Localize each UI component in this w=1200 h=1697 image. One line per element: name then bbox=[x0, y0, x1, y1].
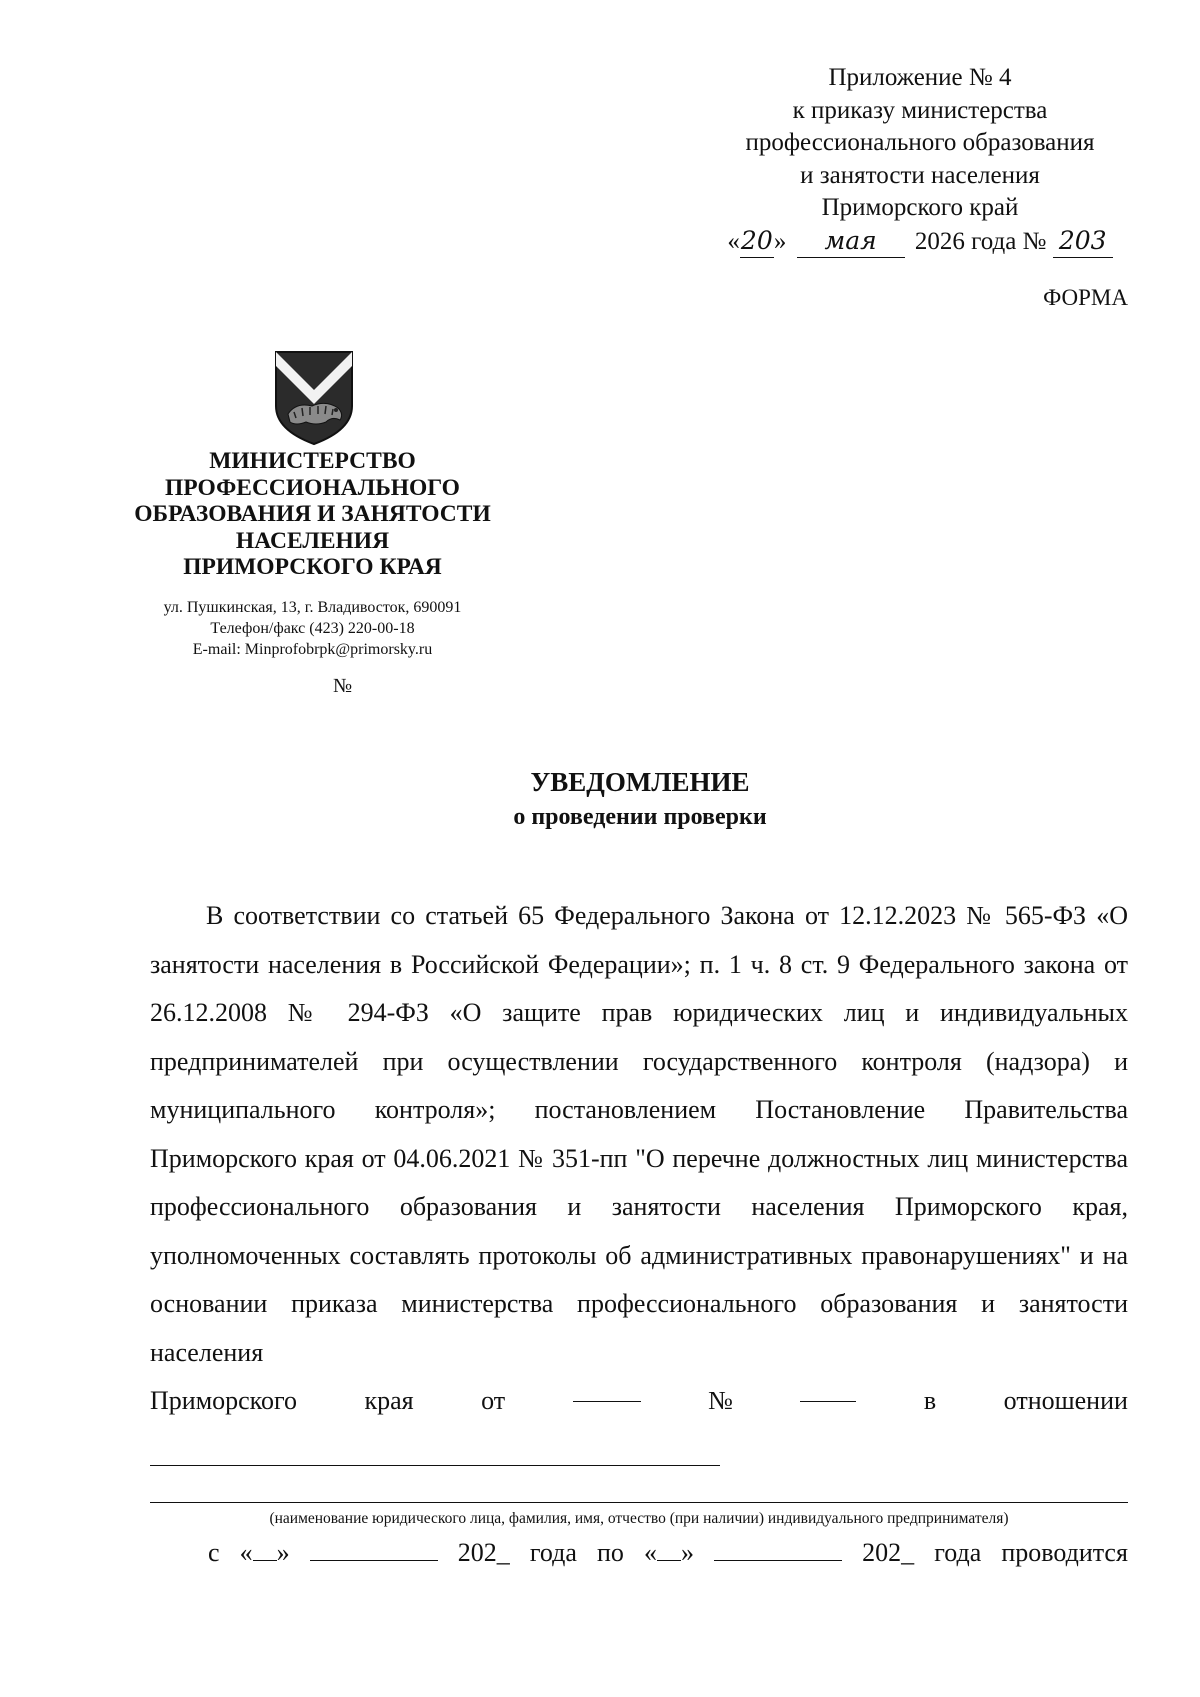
start-day-blank bbox=[253, 1560, 277, 1561]
ministry-contacts bbox=[110, 597, 515, 660]
body-last-line bbox=[150, 1377, 1128, 1426]
handwritten-month: мая bbox=[797, 225, 905, 259]
last-word-2: края bbox=[364, 1386, 414, 1415]
last-word-6: отношении bbox=[1003, 1386, 1128, 1415]
appendix-line-5: Приморского край bbox=[821, 194, 1019, 221]
appendix-block bbox=[700, 62, 1140, 258]
period-to: по bbox=[596, 1538, 624, 1567]
document-title: УВЕДОМЛЕНИЕ bbox=[530, 767, 750, 797]
document-subtitle: о проведении проверки bbox=[513, 804, 767, 830]
ministry-name bbox=[110, 448, 515, 581]
ministry-line-3: ОБРАЗОВАНИЯ И ЗАНЯТОСТИ bbox=[134, 501, 491, 527]
entity-name-caption: (наименование юридического лица, фамилия, имя, отчество (при наличии) индивидуального предпринимателя) bbox=[269, 1510, 1009, 1527]
quote-open: « bbox=[239, 1538, 253, 1567]
order-number-blank bbox=[800, 1377, 856, 1402]
end-year: 202_ bbox=[862, 1538, 915, 1567]
period-start-day bbox=[240, 1538, 290, 1568]
year-word-1: года bbox=[529, 1538, 577, 1567]
ministry-line-4: НАСЕЛЕНИЯ bbox=[235, 527, 390, 554]
order-date-blank bbox=[573, 1377, 641, 1402]
quote-open: « bbox=[643, 1538, 657, 1567]
appendix-line-2: к приказу министерства bbox=[792, 96, 1048, 124]
entity-name-line-1 bbox=[150, 1465, 720, 1466]
last-word-4: № bbox=[708, 1386, 733, 1415]
inspection-period-row bbox=[208, 1538, 1128, 1568]
forma-label: ФОРМА bbox=[1043, 285, 1128, 310]
start-year: 202_ bbox=[457, 1538, 510, 1567]
end-month-blank bbox=[714, 1560, 842, 1561]
quote-close: » bbox=[276, 1538, 290, 1567]
quote-close: » bbox=[680, 1538, 694, 1567]
date-year-text: 2026 года № bbox=[914, 227, 1047, 255]
handwritten-day: 20 bbox=[740, 225, 774, 259]
ministry-line-5: ПРИМОРСКОГО КРАЯ bbox=[183, 554, 442, 580]
appendix-date-line bbox=[700, 225, 1140, 259]
date-open-quote: « bbox=[727, 227, 740, 255]
last-word-5: в bbox=[923, 1386, 937, 1415]
body-text: В соответствии со статьей 65 Федерального Закона от 12.12.2023 № 565-ФЗ «О занятости населения в Российской Федерации»; п. 1 ч. 8 ст. 9 Федерального закона от 26.12.2008 № 294-ФЗ «О защите прав юридических лиц и индивидуальных предпринимателей при осуществлении государственного контроля (надзора) и муниципального контроля»; постановлением Постановление Правительства Приморского края от 04.06.2021 № 351-пп "О перечне должностных лиц министерства профессионального образования и занятости населения Приморского края, уполномоченных составлять протоколы об административных правонарушениях" и на основании приказа министерства профессионального образования и занятости населения bbox=[150, 901, 1128, 1367]
outgoing-number-sign: № bbox=[332, 675, 353, 697]
email: E-mail: Minprofobrpk@primorsky.ru bbox=[192, 641, 433, 658]
handwritten-order-number: 203 bbox=[1053, 225, 1113, 259]
appendix-line-1: Приложение № 4 bbox=[828, 64, 1012, 91]
ministry-line-2: ПРОФЕССИОНАЛЬНОГО bbox=[165, 474, 460, 501]
last-word-1: Приморского bbox=[150, 1386, 298, 1415]
phone: Телефон/факс (423) 220-00-18 bbox=[210, 620, 415, 637]
period-end-day bbox=[644, 1538, 694, 1568]
year-word-2: года bbox=[934, 1538, 982, 1567]
address: ул. Пушкинская, 13, г. Владивосток, 690091 bbox=[163, 599, 462, 616]
last-word-3: от bbox=[481, 1386, 506, 1415]
date-close-quote: » bbox=[773, 227, 787, 255]
entity-name-line-2 bbox=[150, 1502, 1128, 1503]
ministry-line-1: МИНИСТЕРСТВО bbox=[209, 448, 416, 474]
conducted-word: проводится bbox=[1001, 1538, 1128, 1567]
start-month-blank bbox=[310, 1560, 438, 1561]
period-from: с bbox=[208, 1538, 220, 1567]
body-paragraph bbox=[150, 892, 1128, 1426]
end-day-blank bbox=[657, 1560, 681, 1561]
appendix-line-3: профессионального образования bbox=[745, 129, 1095, 156]
appendix-line-4: и занятости населения bbox=[800, 161, 1040, 189]
coat-of-arms-icon bbox=[272, 348, 356, 446]
